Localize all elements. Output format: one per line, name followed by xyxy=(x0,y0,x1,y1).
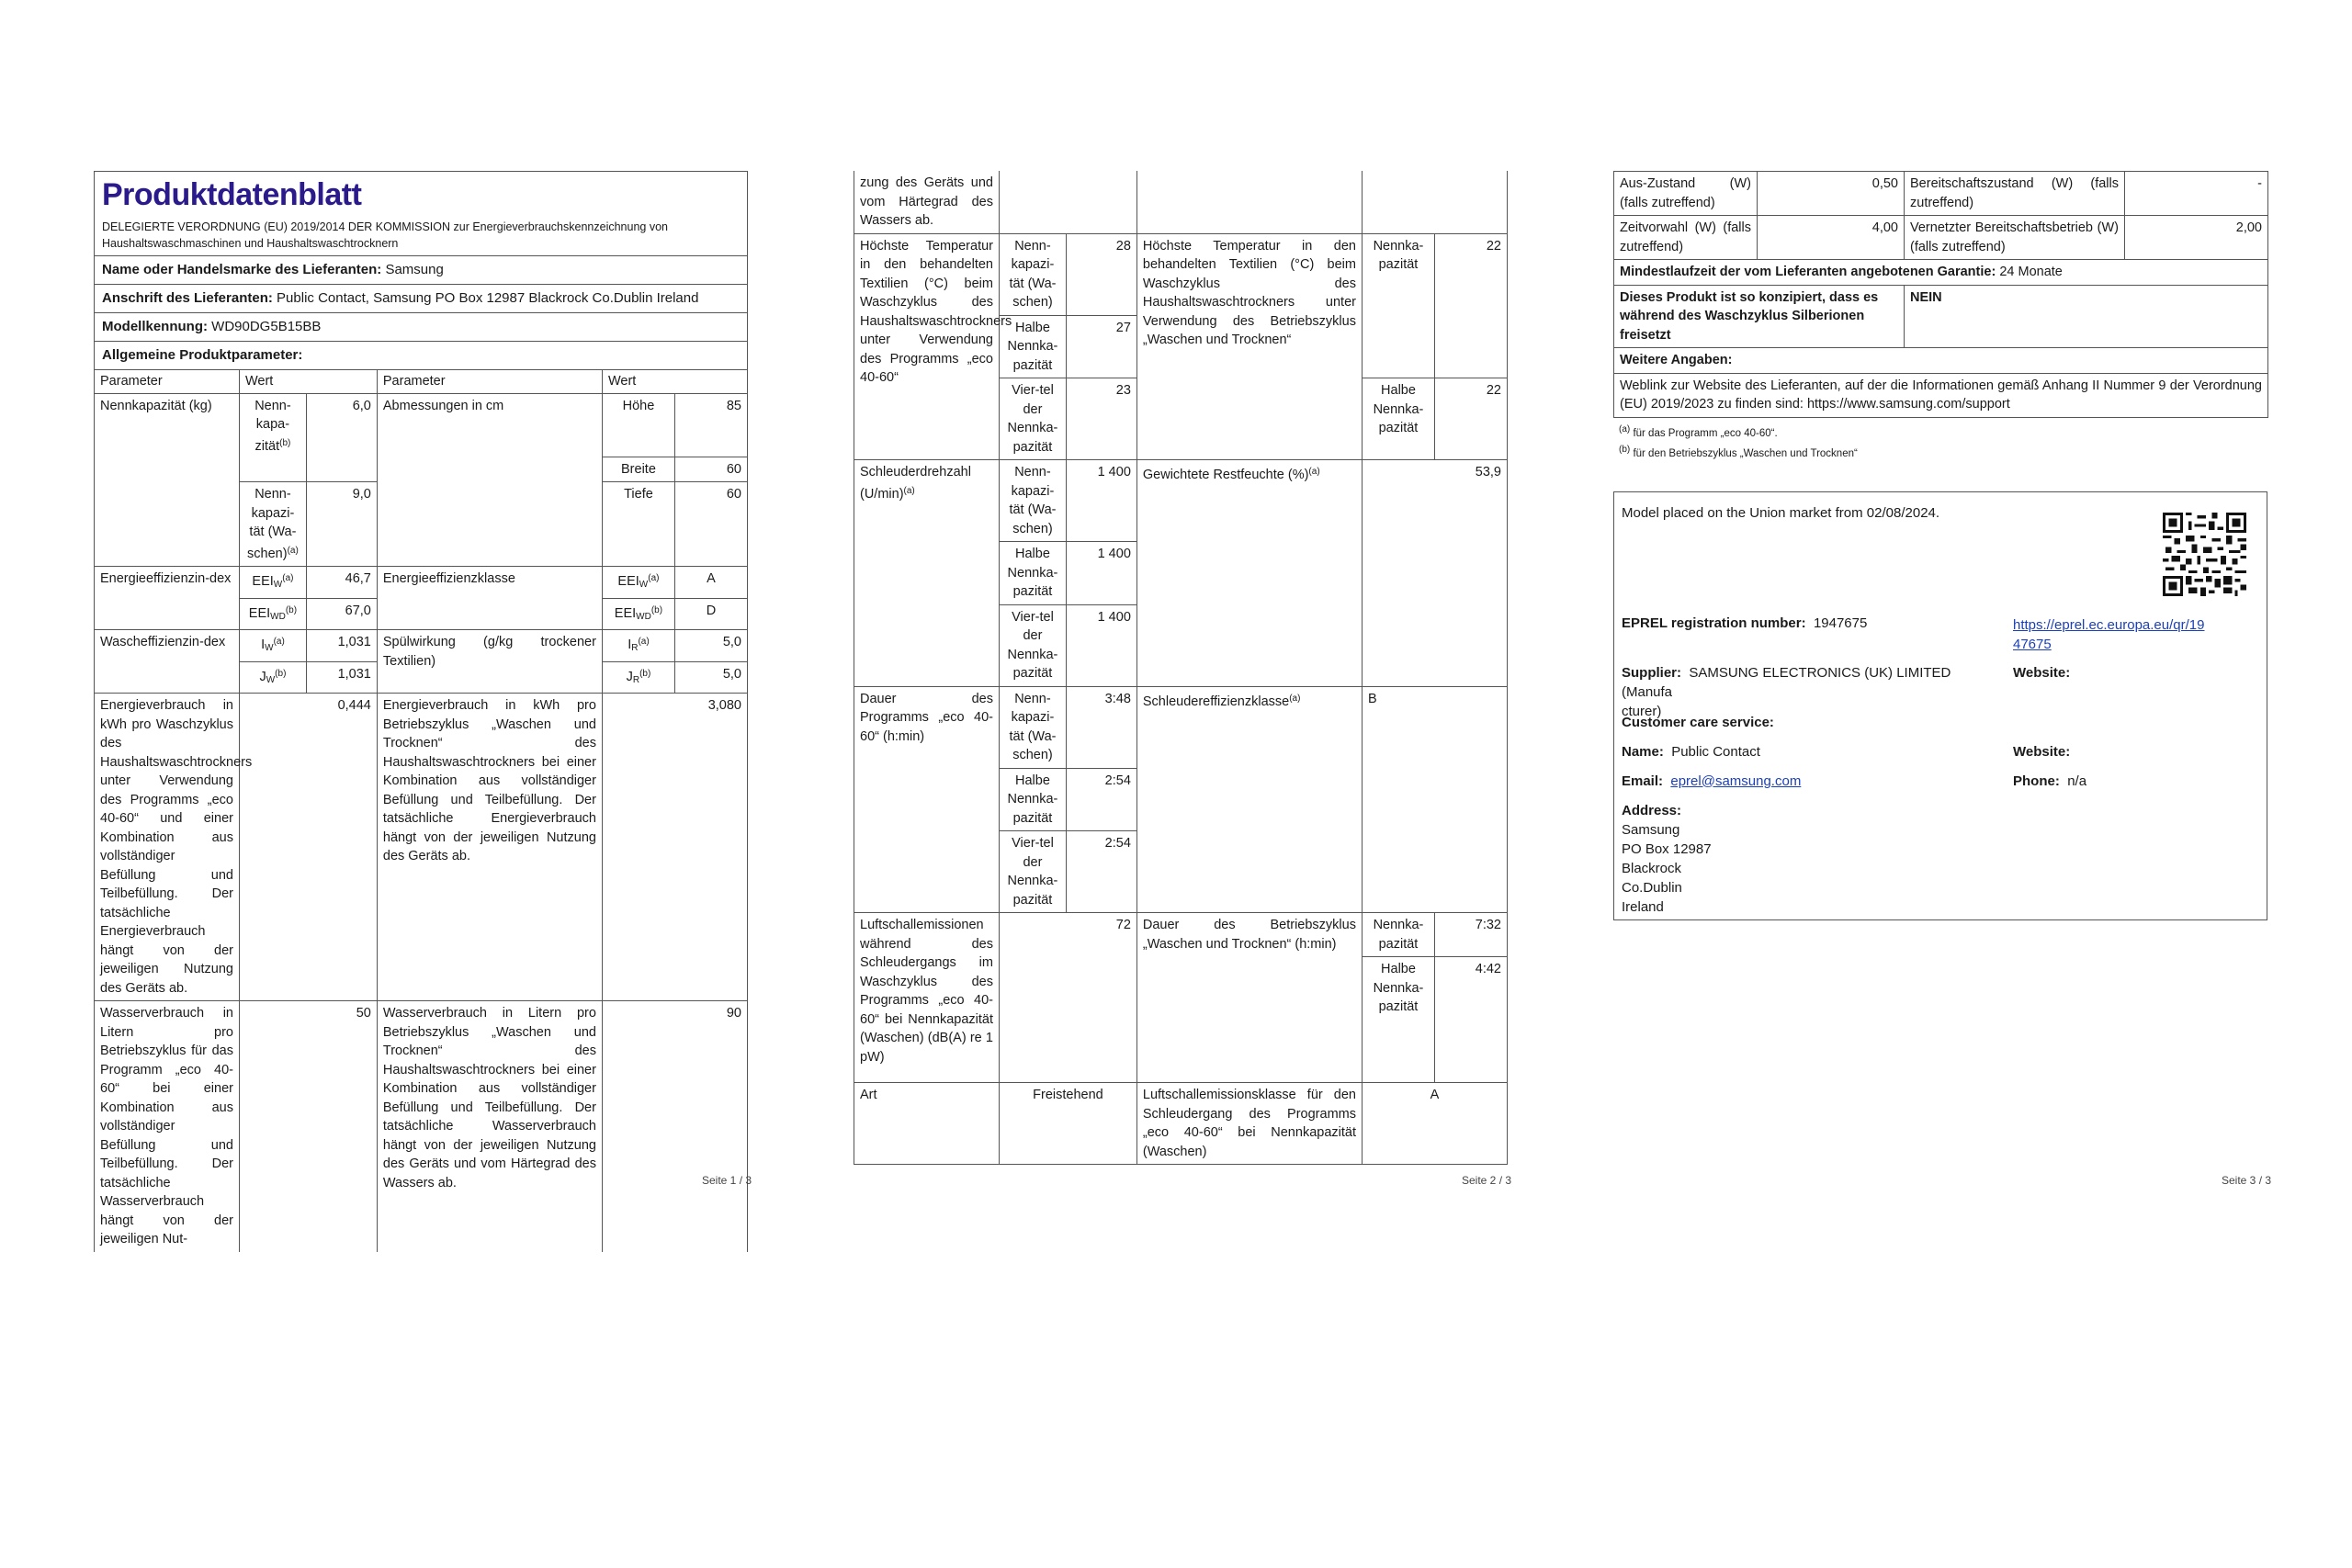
jw-value: 1,031 xyxy=(306,661,377,694)
height-label: Höhe xyxy=(602,393,674,457)
eprel-number-row xyxy=(1622,614,1867,633)
energy-consumption-w-value: 0,444 xyxy=(239,694,377,1001)
table-row xyxy=(1614,172,2268,216)
duration-wd-half-label: Halbe Nennka-pazität xyxy=(1362,957,1434,1083)
table-row xyxy=(95,393,748,457)
eei-wd-label: $EEI_{WD}^{(b)}$ xyxy=(239,598,306,630)
col-header-parameter-2: Parameter xyxy=(377,370,602,394)
eprel-label: EPREL registration number: xyxy=(1622,615,1806,631)
parameter-table-3 xyxy=(1613,171,2268,418)
phone-value: n/a xyxy=(2067,773,2087,789)
energy-consumption-wd-value: 3,080 xyxy=(602,694,747,1001)
table-row xyxy=(1614,260,2268,286)
duration-wd-full-value: 7:32 xyxy=(1434,913,1507,957)
weblink-text: Weblink zur Website des Lieferanten, auf der die Informationen gemäß Anhang II Nummer 9 der Verordnung (EU) 2019/2023 zu finden sind: xyxy=(1620,378,2262,412)
iw-value: 1,031 xyxy=(306,630,377,662)
eec-w-value: A xyxy=(674,567,747,599)
table-row xyxy=(854,460,1508,542)
iw-label: $I_W^{(a)}$ xyxy=(239,630,306,662)
jr-value: 5,0 xyxy=(674,661,747,694)
page-number-2: Seite 2 / 3 xyxy=(1462,1174,1512,1187)
table-row xyxy=(95,630,748,662)
col-header-parameter: Parameter xyxy=(95,370,240,394)
document-title: Produktdatenblatt xyxy=(102,177,362,212)
ir-label: $I_R^{(a)}$ xyxy=(602,630,674,662)
eei-wd-value: 67,0 xyxy=(306,598,377,630)
website-label: Website: xyxy=(2013,664,2071,681)
general-params-row xyxy=(94,341,748,369)
duration-full-value: 3:48 xyxy=(1066,686,1136,768)
duration-half-label: Halbe Nennka-pazität xyxy=(1000,768,1067,831)
noise-class-value: A xyxy=(1362,1083,1507,1165)
header xyxy=(94,171,748,255)
spin-class-label: Schleudereffizienzklasse$^{(a)}$ xyxy=(1136,686,1362,913)
address-line: PO Box 12987 xyxy=(1622,840,1712,857)
warranty-label: Mindestlaufzeit der vom Lieferanten angebotenen Garantie: xyxy=(1620,265,1996,279)
more-info-label: Weitere Angaben: xyxy=(1614,348,2268,374)
empty-cell xyxy=(1362,171,1507,233)
address-line: Ireland xyxy=(1622,898,1664,915)
address-line: Blackrock xyxy=(1622,860,1682,876)
duration-label: Dauer des Programms „eco 40-60“ (h:min) xyxy=(854,686,1000,913)
table-row xyxy=(1614,216,2268,260)
email-link[interactable]: eprel@samsung.com xyxy=(1670,773,1802,789)
temp-quarter-value: 23 xyxy=(1066,378,1136,460)
spin-quarter-value: 1 400 xyxy=(1066,604,1136,686)
table-row xyxy=(1614,285,2268,348)
parameter-table-2 xyxy=(854,171,1508,1165)
phone-row: Phone: n/a xyxy=(2013,773,2087,789)
supplier-value: Samsung xyxy=(385,262,444,277)
temp-wd-half-label: Halbe Nennka-pazität xyxy=(1362,378,1434,460)
water-consumption-wd-value: 90 xyxy=(602,1001,747,1252)
address-line: Samsung xyxy=(1622,821,1680,838)
off-mode-label: Aus-Zustand (W) (falls zutreffend) xyxy=(1614,172,1758,216)
temp-half-label: Halbe Nennka-pazität xyxy=(1000,315,1067,378)
capacity-label: Nennkapazität (kg) xyxy=(95,393,240,567)
address-label: Address: xyxy=(1622,802,1682,818)
duration-wd-full-label: Nennka-pazität xyxy=(1362,913,1434,957)
water-consumption-wd-label: Wasserverbrauch in Litern pro Betriebszyklus „Waschen und Trocknen“ des Haushaltswaschtrockners bei einer Kombination aus vollständiger Befüllung und Teilbefüllung. Der tatsächliche Wasserverbrauch hängt von der jeweiligen Nutzung des Geräts und vom Härtegrad des Wassers ab. xyxy=(377,1001,602,1252)
spin-quarter-label: Vier-tel der Nennka-pazität xyxy=(1000,604,1067,686)
address-block xyxy=(1622,801,1712,917)
residual-moisture-value: 53,9 xyxy=(1362,460,1507,687)
eec-w-label: $EEI_W^{(a)}$ xyxy=(602,567,674,599)
table-row xyxy=(854,686,1508,768)
address-label: Anschrift des Lieferanten: xyxy=(102,290,273,306)
table-row xyxy=(854,233,1508,315)
customer-care-label: Customer care service: xyxy=(1622,714,1774,730)
address-line: Co.Dublin xyxy=(1622,879,1682,896)
width-label: Breite xyxy=(602,457,674,482)
supplier-label: Name oder Handelsmarke des Lieferanten: xyxy=(102,262,382,277)
silver-ions-label: Dieses Produkt ist so konzipiert, dass es während des Waschzyklus Silberionen freisetzt xyxy=(1614,285,1905,348)
temp-wd-full-value: 22 xyxy=(1434,233,1507,378)
depth-value: 60 xyxy=(674,482,747,567)
max-temp-wd-label: Höchste Temperatur in den behandelten Textilien (°C) beim Waschzyklus des Haushaltswaschtrockners unter Verwendung des Betriebszyklus „Waschen und Trocknen“ xyxy=(1136,233,1362,460)
page-number-1: Seite 1 / 3 xyxy=(702,1174,752,1187)
continued-text: zung des Geräts und vom Härtegrad des Wassers ab. xyxy=(854,171,1000,233)
address-row xyxy=(94,284,748,312)
duration-half-value: 2:54 xyxy=(1066,768,1136,831)
col-header-value: Wert xyxy=(239,370,377,394)
page-2 xyxy=(854,171,1508,1165)
delay-start-label: Zeitvorwahl (W) (falls zutreffend) xyxy=(1614,216,1758,260)
weblink-url[interactable]: https://www.samsung.com/support xyxy=(1806,397,2010,412)
eprel-link[interactable]: https://eprel.ec.europa.eu/qr/19 47675 xyxy=(2013,616,2205,652)
page-number-3: Seite 3 / 3 xyxy=(2222,1174,2272,1187)
temp-full-label: Nenn-kapazi-tät (Wa-schen) xyxy=(1000,233,1067,315)
regulation-text: DELEGIERTE VERORDNUNG (EU) 2019/2014 DER KOMMISSION zur Energieverbrauchskennzeichnung von Haushaltswaschmaschinen und Haushaltswaschtrocknern xyxy=(102,220,668,250)
rinsing-label: Spülwirkung (g/kg trockener Textilien) xyxy=(377,630,602,694)
supplier-row xyxy=(94,255,748,284)
type-label: Art xyxy=(854,1083,1000,1165)
contact-name-row: Name: Public Contact xyxy=(1622,743,1760,760)
duration-quarter-value: 2:54 xyxy=(1066,831,1136,913)
table-row xyxy=(854,913,1508,957)
eec-label: Energieeffizienzklasse xyxy=(377,567,602,630)
washing-efficiency-label: Wascheffizienzin-dex xyxy=(95,630,240,694)
empty-cell xyxy=(1000,171,1137,233)
table-header-row xyxy=(95,370,748,394)
contact-name: Public Contact xyxy=(1671,743,1760,760)
temp-full-value: 28 xyxy=(1066,233,1136,315)
residual-moisture-label: Gewichtete Restfeuchte (%)$^{(a)}$ xyxy=(1136,460,1362,687)
jw-label: $J_W^{(b)}$ xyxy=(239,661,306,694)
noise-label: Luftschallemissionen während des Schleudergangs im Waschzyklus des Programms „eco 40-60“ bei Nennkapazität (Waschen) (dB(A) re 1 pW) xyxy=(854,913,1000,1083)
footnotes xyxy=(1613,418,2267,466)
eprel-number: 1947675 xyxy=(1813,615,1868,631)
delay-start-value: 4,00 xyxy=(1758,216,1905,260)
supplier-value-cont: cturer) xyxy=(1622,703,1662,719)
spin-full-label: Nenn-kapazi-tät (Wa-schen) xyxy=(1000,460,1067,542)
duration-wd-label: Dauer des Betriebszyklus „Waschen und Trocknen“ (h:min) xyxy=(1136,913,1362,1083)
duration-full-label: Nenn-kapazi-tät (Wa-schen) xyxy=(1000,686,1067,768)
supplier-label: Supplier: xyxy=(1622,664,1682,681)
page-3 xyxy=(1613,171,2267,920)
capacity-w-value: 6,0 xyxy=(306,393,377,482)
noise-class-label: Luftschallemissionsklasse für den Schleudergang des Programms „eco 40-60“ bei Nennkapazität (Waschen) xyxy=(1136,1083,1362,1165)
email-row: Email: eprel@samsung.com xyxy=(1622,773,1802,789)
col-header-value-2: Wert xyxy=(602,370,747,394)
energy-consumption-wd-label: Energieverbrauch in kWh pro Betriebszyklus „Waschen und Trocknen“ des Haushaltswaschtrockners bei einer Kombination aus vollständiger Befüllung und Teilbefüllung. Der tatsächliche Energieverbrauch hängt von der jeweiligen Nutzung des Geräts ab. xyxy=(377,694,602,1001)
water-consumption-w-label: Wasserverbrauch in Litern pro Betriebszyklus für das Programm „eco 40-60“ bei einer Kombination aus vollständiger Befüllung und Teilbefüllung. Der tatsächliche Wasserverbrauch hängt von der jeweiligen Nut- xyxy=(95,1001,240,1252)
eei-w-label: $EEI_W^{(a)}$ xyxy=(239,567,306,599)
max-temp-label: Höchste Temperatur in den behandelten Textilien (°C) beim Waschzyklus des Haushaltswaschtrockners unter Verwendung des Programms „eco 40-60“ xyxy=(854,233,1000,460)
eprel-box xyxy=(1613,491,2267,920)
ir-value: 5,0 xyxy=(674,630,747,662)
page-1 xyxy=(94,171,748,1252)
duration-wd-half-value: 4:42 xyxy=(1434,957,1507,1083)
networked-standby-value: 2,00 xyxy=(2125,216,2268,260)
address-value: Public Contact, Samsung PO Box 12987 Blackrock Co.Dublin Ireland xyxy=(277,290,699,306)
type-value: Freistehend xyxy=(1000,1083,1137,1165)
table-row xyxy=(95,567,748,599)
weblink-row xyxy=(1614,373,2268,417)
dimensions-label: Abmessungen in cm xyxy=(377,393,602,567)
energy-consumption-w-label: Energieverbrauch in kWh pro Waschzyklus des Haushaltswaschtrockners unter Verwendung des Programms „eco 40-60“ und einer Kombination aus vollständiger Befüllung und Teilbefüllung. Der tatsächliche Energieverbrauch hängt von der jeweiligen Nutzung des Geräts ab. xyxy=(95,694,240,1001)
website-label-2: Website: xyxy=(2013,743,2071,760)
parameter-table-1 xyxy=(94,369,748,1252)
capacity-wd-label: Nenn-kapazi-tät (Wa-schen)$^{(a)}$ xyxy=(239,482,306,567)
width-value: 60 xyxy=(674,457,747,482)
spin-half-value: 1 400 xyxy=(1066,542,1136,605)
footnote-b: (b) für den Betriebszyklus „Waschen und Trocknen“ xyxy=(1619,444,1858,459)
footnote-a: (a) für das Programm „eco 40-60“. xyxy=(1619,423,1778,439)
table-row xyxy=(95,1001,748,1252)
duration-quarter-label: Vier-tel der Nennka-pazität xyxy=(1000,831,1067,913)
temp-quarter-label: Vier-tel der Nennka-pazität xyxy=(1000,378,1067,460)
placed-on-market: Model placed on the Union market from 02/08/2024. xyxy=(1622,504,1940,521)
noise-value: 72 xyxy=(1000,913,1137,1083)
temp-wd-full-label: Nennka-pazität xyxy=(1362,233,1434,378)
off-mode-value: 0,50 xyxy=(1758,172,1905,216)
capacity-w-label: Nenn-kapa-zität$^{(b)}$ xyxy=(239,393,306,482)
temp-half-value: 27 xyxy=(1066,315,1136,378)
model-row xyxy=(94,312,748,341)
silver-ions-value: NEIN xyxy=(1905,285,2268,348)
water-consumption-w-value: 50 xyxy=(239,1001,377,1252)
warranty-row xyxy=(1614,260,2268,286)
table-row xyxy=(854,171,1508,233)
empty-cell xyxy=(1136,171,1362,233)
capacity-wd-value: 9,0 xyxy=(306,482,377,567)
eec-wd-value: D xyxy=(674,598,747,630)
spin-class-value: B xyxy=(1362,686,1507,913)
table-row xyxy=(854,1083,1508,1165)
model-label: Modellkennung: xyxy=(102,319,208,334)
standby-value: - xyxy=(2125,172,2268,216)
networked-standby-label: Vernetzter Bereitschaftsbetrieb (W) (falls zutreffend) xyxy=(1905,216,2125,260)
spin-speed-label: Schleuderdrehzahl $(U/\min)^{(a)}$ xyxy=(854,460,1000,687)
table-row xyxy=(1614,348,2268,374)
eei-label: Energieeffizienzin-dex xyxy=(95,567,240,630)
depth-label: Tiefe xyxy=(602,482,674,567)
table-row xyxy=(95,694,748,1001)
jr-label: $J_R^{(b)}$ xyxy=(602,661,674,694)
standby-label: Bereitschaftszustand (W) (falls zutreffend) xyxy=(1905,172,2125,216)
height-value: 85 xyxy=(674,393,747,457)
qr-code-icon[interactable] xyxy=(2163,513,2246,596)
eei-w-value: 46,7 xyxy=(306,567,377,599)
spin-half-label: Halbe Nennka-pazität xyxy=(1000,542,1067,605)
spin-full-value: 1 400 xyxy=(1066,460,1136,542)
supplier-value: SAMSUNG ELECTRONICS (UK) LIMITED (Manufa xyxy=(1622,664,1951,700)
warranty-value: 24 Monate xyxy=(1999,265,2063,279)
temp-wd-half-value: 22 xyxy=(1434,378,1507,460)
eec-wd-label: $EEI_{WD}^{(b)}$ xyxy=(602,598,674,630)
general-params-label: Allgemeine Produktparameter: xyxy=(102,347,303,363)
model-value: WD90DG5B15BB xyxy=(211,319,322,334)
table-row xyxy=(1614,373,2268,417)
